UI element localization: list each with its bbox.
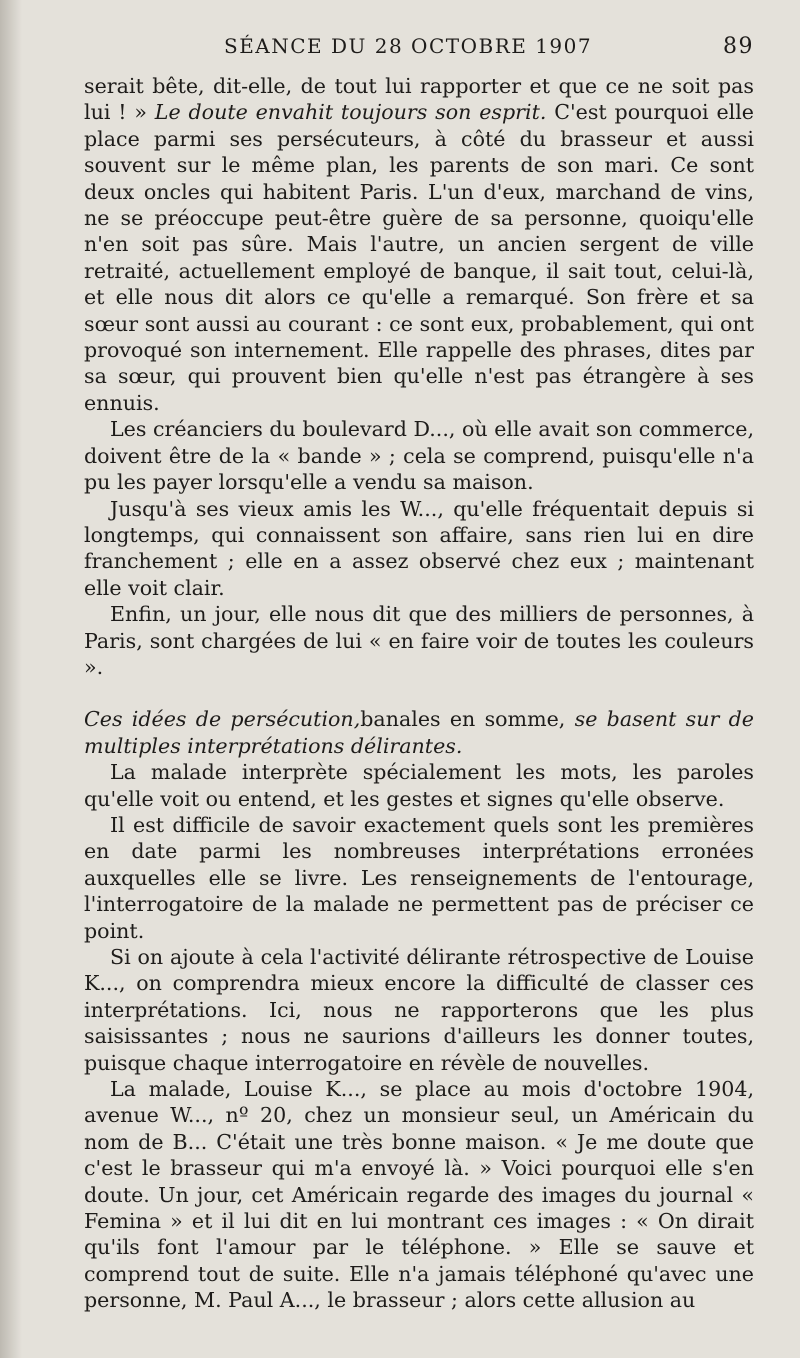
paragraph-7: Il est difficile de savoir exactement quels sont les premières en date parmi les nombreuses interprétations erronées auxquelles elle se livre. Les renseignements de l'entourage, l'interrogatoire de la malade ne permettent pas de préciser ce point.	[84, 812, 754, 943]
paragraph-1-italic: Le doute envahit toujours son esprit.	[154, 100, 547, 125]
paragraph-8: Si on ajoute à cela l'activité délirante rétrospective de Louise K..., on comprendra mieux encore la difficulté de classer ces interprétations. Ici, nous ne rapporterons que les plus saisissantes ; nous ne saurions d'ailleurs les donner toutes, puisque chaque interrogatoire en révèle de nouvelles.	[84, 945, 754, 1075]
paragraph-4: Enfin, un jour, elle nous dit que des milliers de personnes, à Paris, sont chargées de lui « en faire voir de toutes les couleurs ».	[84, 602, 754, 679]
paragraph-6: La malade interprète spécialement les mots, les paroles qu'elle voit ou entend, et les gestes et signes qu'elle observe.	[84, 760, 754, 811]
page-header	[84, 34, 754, 59]
paragraph-2: Les créanciers du boulevard D..., où elle avait son commerce, doivent être de la « bande » ; cela se comprend, puisqu'elle n'a pu les payer lorsqu'elle a vendu sa maison.	[84, 417, 754, 495]
body-text	[84, 73, 754, 1314]
paragraph-5-roman: banales en somme,	[360, 707, 575, 732]
paragraph-5-italic-c: se basent sur de multiples interprétations délirantes.	[84, 707, 754, 758]
paragraph-5	[84, 706, 754, 759]
page-number: 89	[723, 34, 754, 59]
section-gap	[84, 680, 754, 706]
paragraph-5-italic-a: Ces idées de persécution,	[84, 707, 361, 732]
paragraph-9: La malade, Louise K..., se place au mois d'octobre 1904, avenue W..., nº 20, chez un monsieur seul, un Américain du nom de B... C'était une très bonne maison. « Je me doute que c'est le brasseur qui m'a envoyé là. » Voici pourquoi elle s'en doute. Un jour, cet Américain regarde des images du journal « Femina » et il lui dit en lui montrant ces images : « On dirait qu'ils font l'amour par le téléphone. » Elle se sauve et comprend tout de suite. Elle n'a jamais téléphoné qu'avec une personne, M. Paul A..., le brasseur ; alors cette allusion au	[84, 1077, 754, 1313]
paragraph-1	[84, 73, 754, 416]
binding-shadow	[0, 0, 22, 1358]
running-title: SÉANCE DU 28 OCTOBRE 1907	[224, 34, 593, 58]
paragraph-3: Jusqu'à ses vieux amis les W..., qu'elle fréquentait depuis si longtemps, qui connaissent son affaire, sans rien lui en dire franchement ; elle en a assez observé chez eux ; maintenant elle voit clair.	[84, 496, 754, 600]
paragraph-1-part-a: serait bête, dit-elle, de tout lui rapporter et que ce ne soit pas lui ! »	[84, 74, 754, 125]
paragraph-1-part-c: C'est pourquoi elle place parmi ses persécuteurs, à côté du brasseur et aussi souvent sur le même plan, les parents de son mari. Ce sont deux oncles qui habitent Paris. L'un d'eux, marchand de vins, ne se préoccupe peut-être guère de sa personne, quoiqu'elle n'en soit pas sûre. Mais l'autre, un ancien sergent de ville retraité, actuellement employé de banque, il sait tout, celui-là, et elle nous dit alors ce qu'elle a remarqué. Son frère et sa sœur sont aussi au courant : ce sont eux, probablement, qui ont provoqué son internement. Elle rappelle des phrases, dites par sa sœur, qui prouvent bien qu'elle n'est pas étrangère à ses ennuis.	[84, 100, 754, 415]
